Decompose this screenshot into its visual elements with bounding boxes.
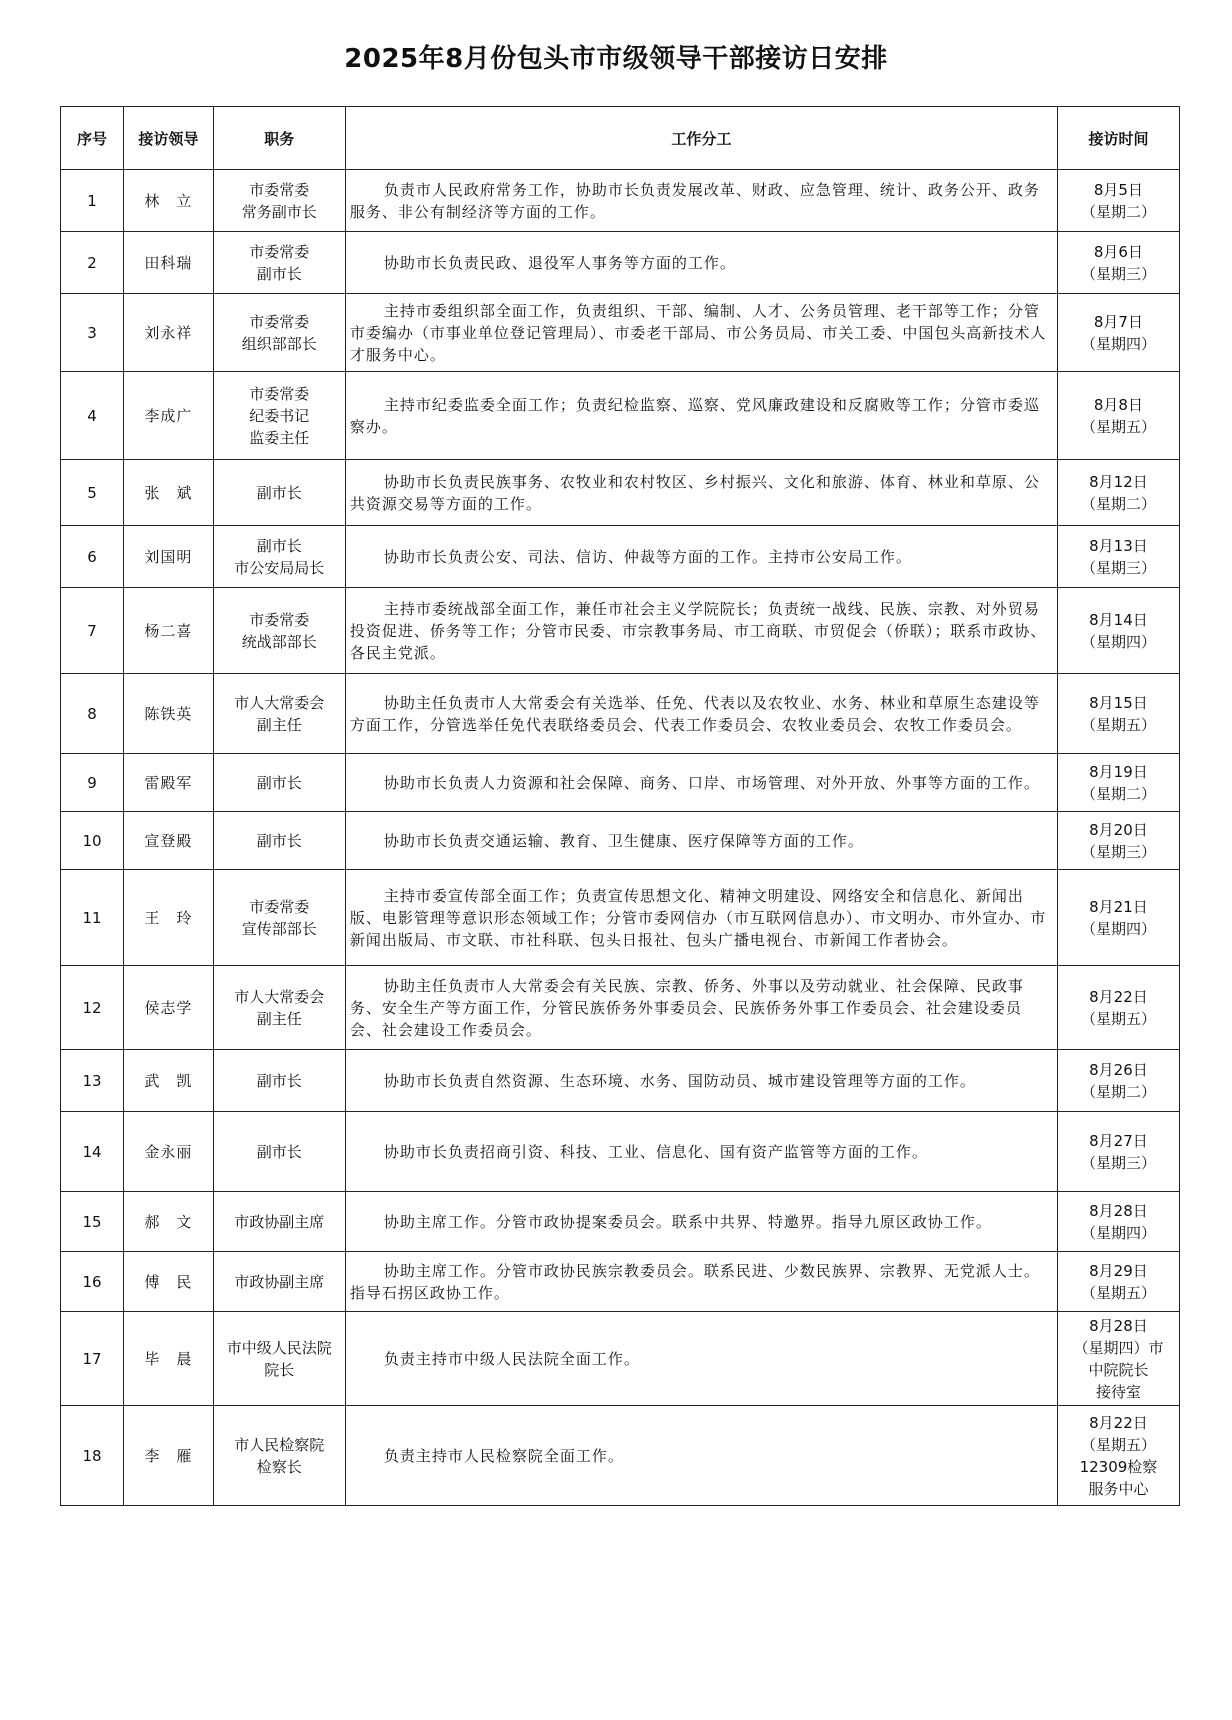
time-line: 接待室 xyxy=(1095,1382,1141,1401)
leader-position xyxy=(213,232,345,294)
table-row xyxy=(61,526,1180,588)
duty-text: 主持市委组织部全面工作，负责组织、干部、编制、人才、公务员管理、老干部等工作；分管市委编办（市事业单位登记管理局）、市委老干部局、市公务员局、市关工委、中国包头高新技术人才服务中心。 xyxy=(349,301,1047,364)
position-line: 副市长 xyxy=(256,536,302,555)
leader-name: 刘永祥 xyxy=(124,294,214,372)
time-line: （星期二） xyxy=(1080,1082,1156,1101)
duty-description xyxy=(345,812,1057,870)
position-line: 副市长 xyxy=(256,1071,302,1090)
table-body xyxy=(61,170,1180,1506)
schedule-table xyxy=(60,106,1180,1506)
duty-description xyxy=(345,1406,1057,1506)
time-line: 8月22日 xyxy=(1089,1413,1148,1432)
duty-text: 协助市长负责交通运输、教育、卫生健康、医疗保障等方面的工作。 xyxy=(383,831,864,850)
table-row xyxy=(61,1312,1180,1406)
position-line: 监委主任 xyxy=(249,428,310,447)
position-line: 市人大常委会 xyxy=(234,693,325,712)
time-line: （星期四） xyxy=(1080,919,1156,938)
header-no: 序号 xyxy=(61,107,124,170)
time-line: （星期三） xyxy=(1080,558,1156,577)
leader-position xyxy=(213,588,345,674)
leader-position xyxy=(213,754,345,812)
leader-position xyxy=(213,372,345,460)
duty-text: 协助市长负责人力资源和社会保障、商务、口岸、市场管理、对外开放、外事等方面的工作。 xyxy=(383,773,1040,792)
position-line: 市政协副主席 xyxy=(234,1272,325,1291)
duty-text: 协助市长负责公安、司法、信访、仲裁等方面的工作。主持市公安局工作。 xyxy=(383,547,912,566)
time-line: 8月26日 xyxy=(1089,1060,1148,1079)
time-line: 8月6日 xyxy=(1093,242,1143,261)
row-number: 13 xyxy=(61,1050,124,1112)
reception-time xyxy=(1057,232,1179,294)
time-line: 8月21日 xyxy=(1089,897,1148,916)
table-row xyxy=(61,588,1180,674)
duty-text: 负责市人民政府常务工作，协助市长负责发展改革、财政、应急管理、统计、政务公开、政务服务、非公有制经济等方面的工作。 xyxy=(349,180,1040,221)
row-number: 14 xyxy=(61,1112,124,1192)
position-line: 市委常委 xyxy=(249,312,310,331)
leader-name: 雷殿军 xyxy=(124,754,214,812)
time-line: 8月13日 xyxy=(1089,536,1148,555)
duty-text: 协助市长负责招商引资、科技、工业、信息化、国有资产监管等方面的工作。 xyxy=(383,1142,928,1161)
time-line: 8月8日 xyxy=(1093,395,1143,414)
reception-time xyxy=(1057,870,1179,966)
duty-description xyxy=(345,526,1057,588)
time-line: 中院院长 xyxy=(1088,1360,1149,1379)
position-line: 副主任 xyxy=(256,715,302,734)
duty-description xyxy=(345,674,1057,754)
table-row xyxy=(61,1112,1180,1192)
row-number: 2 xyxy=(61,232,124,294)
reception-time xyxy=(1057,966,1179,1050)
header-row xyxy=(61,107,1180,170)
time-line: （星期三） xyxy=(1080,1153,1156,1172)
leader-name: 侯志学 xyxy=(124,966,214,1050)
time-line: （星期二） xyxy=(1080,494,1156,513)
time-line: 8月28日 xyxy=(1089,1201,1148,1220)
time-line: 8月12日 xyxy=(1089,472,1148,491)
reception-time xyxy=(1057,1312,1179,1406)
row-number: 5 xyxy=(61,460,124,526)
duty-description xyxy=(345,372,1057,460)
leader-name: 张 斌 xyxy=(124,460,214,526)
table-row xyxy=(61,294,1180,372)
time-line: （星期五） xyxy=(1080,715,1156,734)
time-line: （星期四） xyxy=(1080,334,1156,353)
position-line: 市人大常委会 xyxy=(234,987,325,1006)
reception-time xyxy=(1057,674,1179,754)
time-line: （星期二） xyxy=(1080,202,1156,221)
leader-name: 郝 文 xyxy=(124,1192,214,1252)
leader-name: 杨二喜 xyxy=(124,588,214,674)
header-time: 接访时间 xyxy=(1057,107,1179,170)
position-line: 检察长 xyxy=(256,1457,302,1476)
duty-description xyxy=(345,460,1057,526)
leader-position xyxy=(213,870,345,966)
position-line: 副市长 xyxy=(256,831,302,850)
reception-time xyxy=(1057,294,1179,372)
duty-description xyxy=(345,588,1057,674)
reception-time xyxy=(1057,460,1179,526)
reception-time xyxy=(1057,1406,1179,1506)
table-row xyxy=(61,674,1180,754)
reception-time xyxy=(1057,1252,1179,1312)
time-line: （星期二） xyxy=(1080,784,1156,803)
time-line: 8月14日 xyxy=(1089,610,1148,629)
leader-name: 宣登殿 xyxy=(124,812,214,870)
time-line: 8月28日 xyxy=(1089,1316,1148,1335)
time-line: （星期五） xyxy=(1080,417,1156,436)
duty-description xyxy=(345,1050,1057,1112)
leader-name: 林 立 xyxy=(124,170,214,232)
row-number: 6 xyxy=(61,526,124,588)
time-line: 服务中心 xyxy=(1088,1479,1149,1498)
time-line: 12309检察 xyxy=(1079,1457,1158,1476)
reception-time xyxy=(1057,526,1179,588)
time-line: 8月27日 xyxy=(1089,1131,1148,1150)
position-line: 副市长 xyxy=(256,1142,302,1161)
time-line: （星期四） xyxy=(1080,632,1156,651)
time-line: （星期三） xyxy=(1080,842,1156,861)
table-row xyxy=(61,170,1180,232)
time-line: 8月15日 xyxy=(1089,693,1148,712)
duty-description xyxy=(345,1312,1057,1406)
leader-name: 刘国明 xyxy=(124,526,214,588)
header-position: 职务 xyxy=(213,107,345,170)
leader-position xyxy=(213,1312,345,1406)
reception-time xyxy=(1057,372,1179,460)
table-row xyxy=(61,812,1180,870)
time-line: （星期三） xyxy=(1080,264,1156,283)
table-row xyxy=(61,372,1180,460)
position-line: 统战部部长 xyxy=(241,632,317,651)
position-line: 市委常委 xyxy=(249,384,310,403)
time-line: 8月7日 xyxy=(1093,312,1143,331)
time-line: 8月19日 xyxy=(1089,762,1148,781)
leader-position xyxy=(213,170,345,232)
duty-text: 协助市长负责自然资源、生态环境、水务、国防动员、城市建设管理等方面的工作。 xyxy=(383,1071,976,1090)
time-line: （星期五） xyxy=(1080,1283,1156,1302)
duty-text: 负责主持市人民检察院全面工作。 xyxy=(383,1446,624,1465)
row-number: 8 xyxy=(61,674,124,754)
reception-time xyxy=(1057,1192,1179,1252)
row-number: 17 xyxy=(61,1312,124,1406)
reception-time xyxy=(1057,1050,1179,1112)
duty-description xyxy=(345,870,1057,966)
leader-name: 田科瑞 xyxy=(124,232,214,294)
duty-description xyxy=(345,1252,1057,1312)
duty-description xyxy=(345,1112,1057,1192)
position-line: 市人民检察院 xyxy=(234,1435,325,1454)
duty-text: 主持市委统战部全面工作，兼任市社会主义学院院长；负责统一战线、民族、宗教、对外贸易投资促进、侨务等工作；分管市民委、市宗教事务局、市工商联、市贸促会（侨联）；联系市政协、各民主党派。 xyxy=(349,599,1047,662)
duty-text: 协助主席工作。分管市政协民族宗教委员会。联系民进、少数民族界、宗教界、无党派人士。指导石拐区政协工作。 xyxy=(349,1261,1040,1302)
reception-time xyxy=(1057,754,1179,812)
table-row xyxy=(61,1192,1180,1252)
position-line: 宣传部部长 xyxy=(241,919,317,938)
header-duty: 工作分工 xyxy=(345,107,1057,170)
leader-position xyxy=(213,1192,345,1252)
leader-name: 傅 民 xyxy=(124,1252,214,1312)
duty-text: 主持市委宣传部全面工作；负责宣传思想文化、精神文明建设、网络安全和信息化、新闻出版、电影管理等意识形态领域工作；分管市委网信办（市互联网信息办）、市文明办、市外宣办、市新闻出版局、市文联、市社科联、包头日报社、包头广播电视台、市新闻工作者协会。 xyxy=(349,886,1047,949)
duty-description xyxy=(345,170,1057,232)
time-line: 8月20日 xyxy=(1089,820,1148,839)
duty-text: 协助主席工作。分管市政协提案委员会。联系中共界、特邀界。指导九原区政协工作。 xyxy=(383,1212,992,1231)
time-line: 8月5日 xyxy=(1093,180,1143,199)
duty-description xyxy=(345,294,1057,372)
position-line: 副市长 xyxy=(256,264,302,283)
leader-name: 金永丽 xyxy=(124,1112,214,1192)
table-row xyxy=(61,1050,1180,1112)
leader-name: 毕 晨 xyxy=(124,1312,214,1406)
leader-position xyxy=(213,1406,345,1506)
leader-name: 李 雁 xyxy=(124,1406,214,1506)
duty-description xyxy=(345,232,1057,294)
duty-text: 协助主任负责市人大常委会有关民族、宗教、侨务、外事以及劳动就业、社会保障、民政事务、安全生产等方面工作，分管民族侨务外事委员会、民族侨务外事工作委员会、社会建设委员会、社会建设工作委员会。 xyxy=(349,976,1024,1039)
position-line: 市政协副主席 xyxy=(234,1212,325,1231)
duty-text: 协助市长负责民政、退役军人事务等方面的工作。 xyxy=(383,253,736,272)
time-line: （星期五） xyxy=(1080,1009,1156,1028)
time-line: 8月22日 xyxy=(1089,987,1148,1006)
reception-time xyxy=(1057,812,1179,870)
reception-time xyxy=(1057,1112,1179,1192)
position-line: 市委常委 xyxy=(249,242,310,261)
position-line: 副市长 xyxy=(256,773,302,792)
position-line: 市委常委 xyxy=(249,610,310,629)
position-line: 院长 xyxy=(264,1360,295,1379)
position-line: 副主任 xyxy=(256,1009,302,1028)
row-number: 11 xyxy=(61,870,124,966)
time-line: （星期四）市 xyxy=(1073,1338,1164,1357)
duty-description xyxy=(345,754,1057,812)
leader-name: 李成广 xyxy=(124,372,214,460)
position-line: 市公安局局长 xyxy=(234,558,325,577)
duty-description xyxy=(345,966,1057,1050)
header-leader: 接访领导 xyxy=(124,107,214,170)
leader-position xyxy=(213,1112,345,1192)
row-number: 18 xyxy=(61,1406,124,1506)
position-line: 纪委书记 xyxy=(249,406,310,425)
table-row xyxy=(61,966,1180,1050)
position-line: 市中级人民法院 xyxy=(226,1338,332,1357)
time-line: （星期五） xyxy=(1080,1435,1156,1454)
row-number: 4 xyxy=(61,372,124,460)
leader-name: 武 凯 xyxy=(124,1050,214,1112)
leader-position xyxy=(213,526,345,588)
reception-time xyxy=(1057,170,1179,232)
leader-position xyxy=(213,460,345,526)
leader-position xyxy=(213,812,345,870)
position-line: 市委常委 xyxy=(249,897,310,916)
position-line: 副市长 xyxy=(256,483,302,502)
page-title: 2025年8月份包头市市级领导干部接访日安排 xyxy=(344,44,888,74)
reception-time xyxy=(1057,588,1179,674)
row-number: 10 xyxy=(61,812,124,870)
leader-position xyxy=(213,966,345,1050)
duty-text: 负责主持市中级人民法院全面工作。 xyxy=(383,1349,640,1368)
leader-position xyxy=(213,294,345,372)
table-row xyxy=(61,870,1180,966)
duty-text: 协助主任负责市人大常委会有关选举、任免、代表以及农牧业、水务、林业和草原生态建设等方面工作，分管选举任免代表联络委员会、代表工作委员会、农牧业委员会、农牧工作委员会。 xyxy=(349,693,1040,734)
row-number: 15 xyxy=(61,1192,124,1252)
leader-position xyxy=(213,674,345,754)
row-number: 12 xyxy=(61,966,124,1050)
position-line: 市委常委 xyxy=(249,180,310,199)
table-row xyxy=(61,1406,1180,1506)
row-number: 3 xyxy=(61,294,124,372)
row-number: 7 xyxy=(61,588,124,674)
leader-position xyxy=(213,1252,345,1312)
row-number: 9 xyxy=(61,754,124,812)
row-number: 1 xyxy=(61,170,124,232)
time-line: 8月29日 xyxy=(1089,1261,1148,1280)
time-line: （星期四） xyxy=(1080,1223,1156,1242)
position-line: 组织部部长 xyxy=(241,334,317,353)
leader-position xyxy=(213,1050,345,1112)
table-row xyxy=(61,754,1180,812)
table-row xyxy=(61,460,1180,526)
leader-name: 王 玲 xyxy=(124,870,214,966)
leader-name: 陈铁英 xyxy=(124,674,214,754)
duty-description xyxy=(345,1192,1057,1252)
position-line: 常务副市长 xyxy=(241,202,317,221)
duty-text: 主持市纪委监委全面工作；负责纪检监察、巡察、党风廉政建设和反腐败等工作；分管市委巡察办。 xyxy=(349,395,1040,436)
table-row xyxy=(61,232,1180,294)
duty-text: 协助市长负责民族事务、农牧业和农村牧区、乡村振兴、文化和旅游、体育、林业和草原、公共资源交易等方面的工作。 xyxy=(349,472,1040,513)
row-number: 16 xyxy=(61,1252,124,1312)
table-row xyxy=(61,1252,1180,1312)
